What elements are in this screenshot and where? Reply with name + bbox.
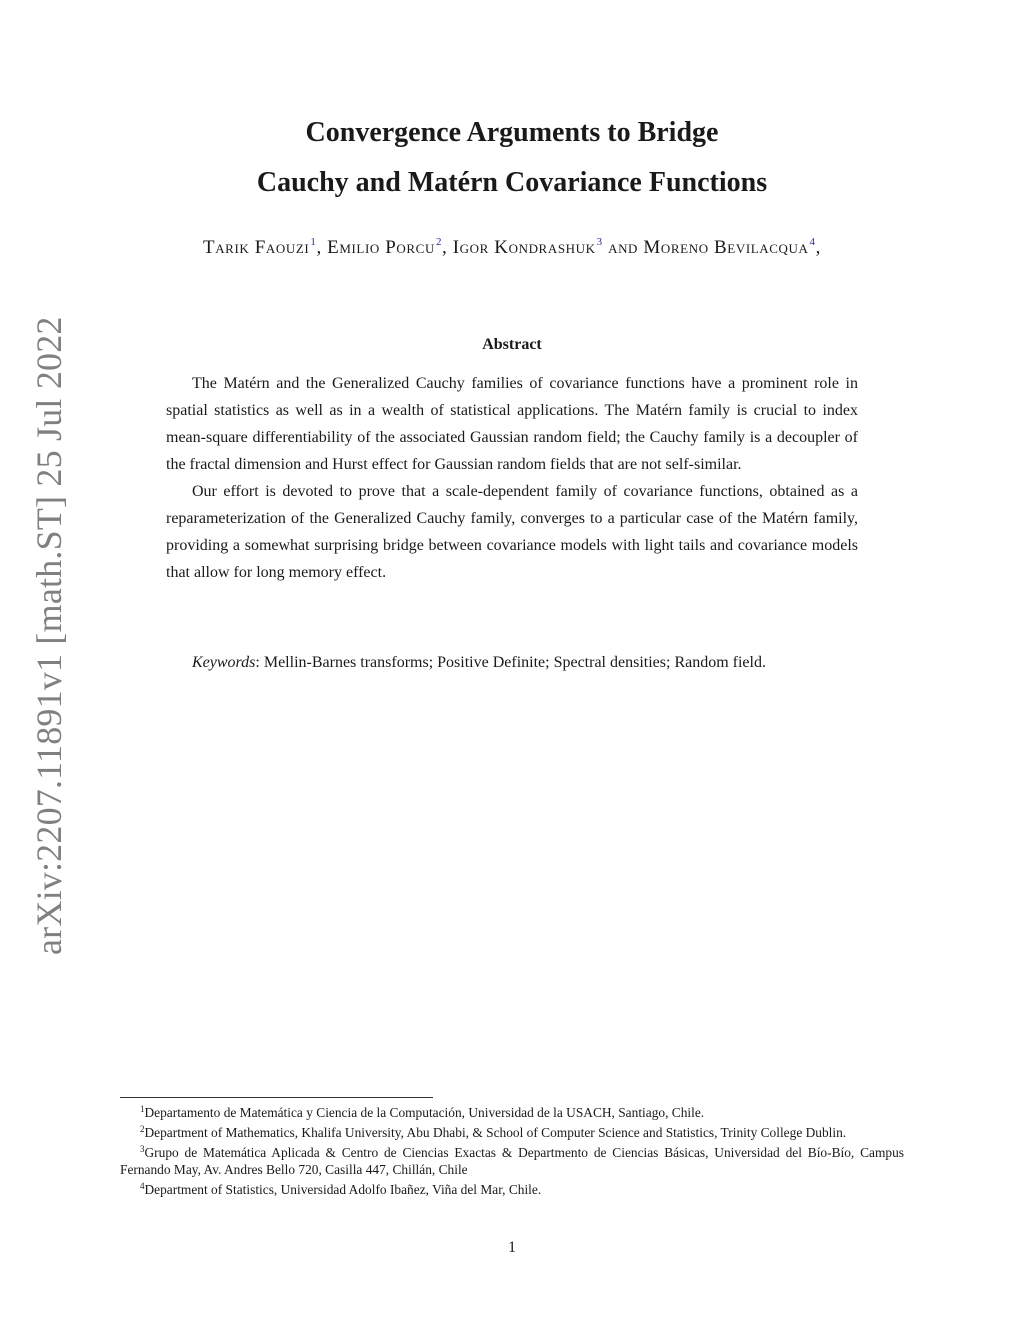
affiliation-link[interactable]: 3 xyxy=(596,236,603,248)
footnote-mark: 4 xyxy=(140,1181,145,1191)
page-number: 1 xyxy=(508,1239,516,1256)
author-separator: , xyxy=(442,237,453,258)
keywords-text: : Mellin-Barnes transforms; Positive Definite; Spectral densities; Random field. xyxy=(255,654,766,671)
abstract-paragraph: The Matérn and the Generalized Cauchy families of covariance functions have a prominent role in spatial statistics as well as in a wealth of statistical applications. The Matérn family is crucial to index mean-square differentiability of the associated Gaussian random field; the Cauchy family is a decoupler of the fractal dimension and Hurst effect for Gaussian random fields that are not self-similar. xyxy=(166,375,858,473)
footnote xyxy=(120,1121,904,1141)
footnote xyxy=(120,1141,904,1178)
title-line-1: Convergence Arguments to Bridge xyxy=(305,117,719,148)
abstract-body xyxy=(166,370,858,586)
arxiv-identifier-stamp: arXiv:2207.11891v1 [math.ST] 25 Jul 2022 xyxy=(29,316,69,955)
author-name: Tarik Faouzi xyxy=(202,237,310,258)
abstract-paragraph: Our effort is devoted to prove that a scale-dependent family of covariance functions, obtained as a reparameterization of the Generalized Cauchy family, converges to a particular case of the Matérn family, providing a somewhat surprising bridge between covariance models with light tails and covariance models that allow for long memory effect. xyxy=(166,483,858,581)
footnote-text: Department of Mathematics, Khalifa University, Abu Dhabi, & School of Computer Science and Statistics, Trinity College Dublin. xyxy=(144,1125,847,1140)
affiliation-link[interactable]: 1 xyxy=(310,236,317,248)
footnote-mark: 3 xyxy=(140,1144,145,1154)
title-line-2: Cauchy and Matérn Covariance Functions xyxy=(256,167,768,198)
author-separator: and xyxy=(602,237,644,258)
footnote-text: Grupo de Matemática Aplicada & Centro de Ciencias Exactas & Departmento de Ciencias Básicas, Universidad del Bío-Bío, Campus Fernando May, Av. Andres Bello 720, Casilla 447, Chillán, Chile xyxy=(120,1145,904,1177)
affiliation-link[interactable]: 4 xyxy=(809,236,816,248)
footnote-mark: 1 xyxy=(140,1104,145,1114)
keywords-line xyxy=(192,654,766,672)
author-name: Moreno Bevilacqua xyxy=(643,237,809,258)
footnote-text: Departamento de Matemática y Ciencia de la Computación, Universidad de la USACH, Santiago, Chile. xyxy=(144,1105,705,1120)
author-separator: , xyxy=(815,237,821,258)
author-list xyxy=(0,236,1024,259)
author-name: Igor Kondrashuk xyxy=(452,237,596,258)
footnote-mark: 2 xyxy=(140,1124,145,1134)
footnote xyxy=(120,1101,904,1121)
author-separator: , xyxy=(316,237,328,258)
author-name: Emilio Porcu xyxy=(327,237,435,258)
keywords-label: Keywords xyxy=(192,654,256,671)
footnote-text: Department of Statistics, Universidad Adolfo Ibañez, Viña del Mar, Chile. xyxy=(144,1182,542,1197)
affiliation-link[interactable]: 2 xyxy=(435,236,443,248)
abstract-heading: Abstract xyxy=(482,336,542,353)
footnote-divider xyxy=(120,1097,433,1098)
paper-title xyxy=(0,108,1024,208)
footnote xyxy=(120,1178,904,1198)
footnotes xyxy=(120,1101,904,1198)
